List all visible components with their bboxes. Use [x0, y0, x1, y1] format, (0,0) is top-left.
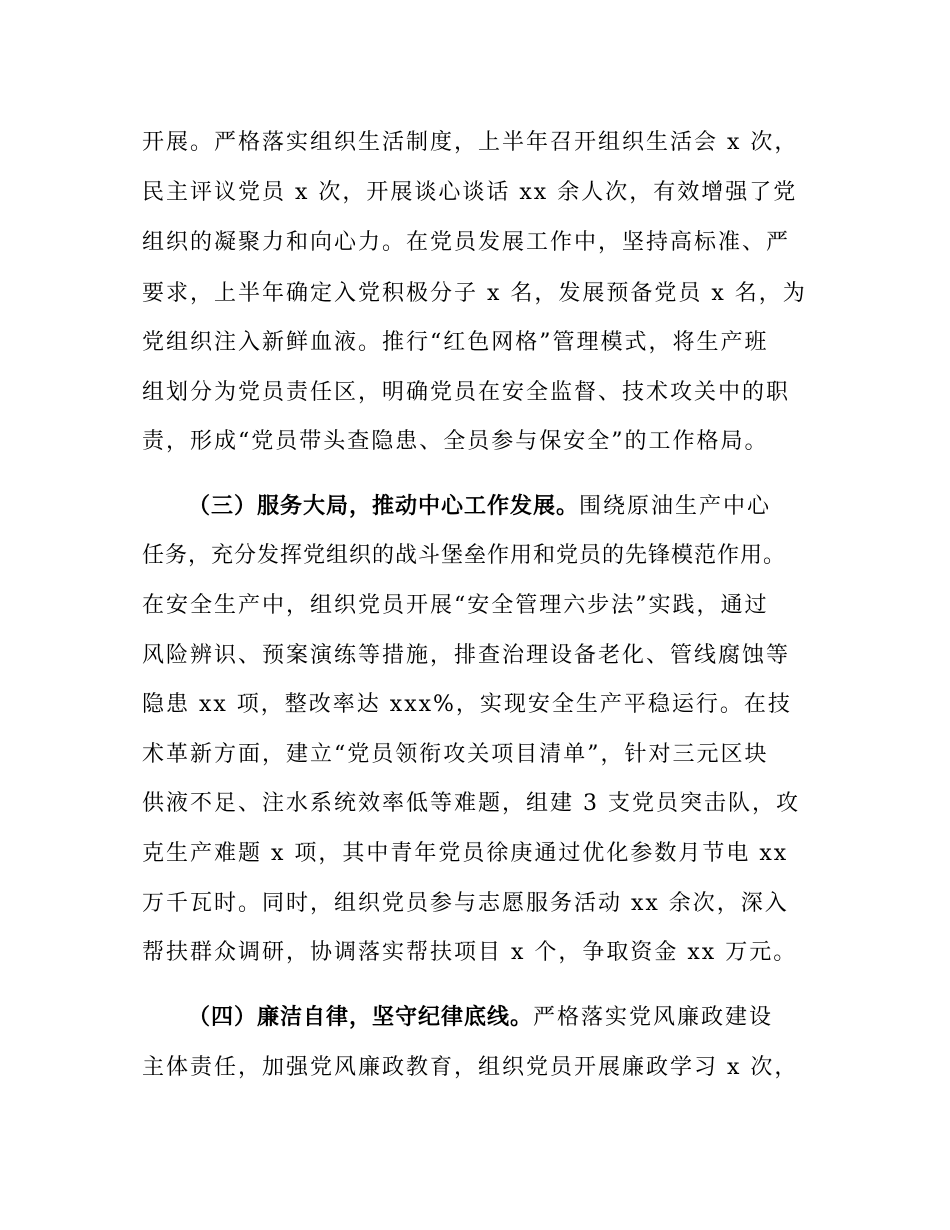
paragraph-first-line — [188, 1005, 773, 1031]
paragraph-line: 风险辨识、预案演练等措施，排查治理设备老化、管线腐蚀等 — [142, 643, 791, 668]
paragraph-line: 任务，充分发挥党组织的战斗堡垒作用和党员的先锋模范作用。 — [142, 543, 787, 568]
paragraph-line: 开展。严格落实组织生活制度，上半年召开组织生活会 x 次， — [142, 130, 799, 155]
paragraph-line: 党组织注入新鲜血液。推行“红色网格”管理模式，将生产班 — [142, 330, 769, 355]
paragraph-text: 围绕原油生产中心 — [579, 494, 772, 519]
paragraph-line: 万千瓦时。同时，组织党员参与志愿服务活动 xx 余次，深入 — [142, 891, 789, 916]
paragraph-text: 严格落实党风廉政建设 — [533, 1005, 774, 1030]
paragraph-line: 要求，上半年确定入党积极分子 x 名，发展预备党员 x 名，为 — [142, 281, 807, 306]
section-heading: （四）廉洁自律，坚守纪律底线。 — [188, 1005, 534, 1030]
paragraph-line: 帮扶群众调研，协调落实帮扶项目 x 个，争取资金 xx 万元。 — [142, 940, 798, 965]
paragraph-line: 责，形成“党员带头查隐患、全员参与保安全”的工作格局。 — [142, 429, 769, 454]
paragraph-line: 组织的凝聚力和向心力。在党员发展工作中，坚持高标准、严 — [142, 230, 791, 255]
section-heading: （三）服务大局，推动中心工作发展。 — [188, 494, 580, 519]
paragraph-line: 隐患 xx 项，整改率达 xxx%，实现安全生产平稳运行。在技 — [142, 692, 792, 717]
paragraph-line: 主体责任，加强党风廉政教育，组织党员开展廉政学习 x 次， — [142, 1055, 799, 1080]
paragraph-line: 克生产难题 x 项，其中青年党员徐庚通过优化参数月节电 xx — [142, 841, 789, 866]
paragraph-first-line — [188, 494, 771, 520]
paragraph-line: 在安全生产中，组织党员开展“安全管理六步法”实践，通过 — [142, 593, 769, 618]
paragraph-line: 供液不足、注水系统效率低等难题，组建 3 支党员突击队，攻 — [142, 791, 800, 816]
paragraph-line: 组划分为党员责任区，明确党员在安全监督、技术攻关中的职 — [142, 380, 791, 405]
paragraph-line: 术革新方面，建立“党员领衔攻关项目清单”，针对三元区块 — [142, 742, 769, 767]
paragraph-line: 民主评议党员 x 次，开展谈心谈话 xx 余人次，有效增强了党 — [142, 180, 798, 205]
